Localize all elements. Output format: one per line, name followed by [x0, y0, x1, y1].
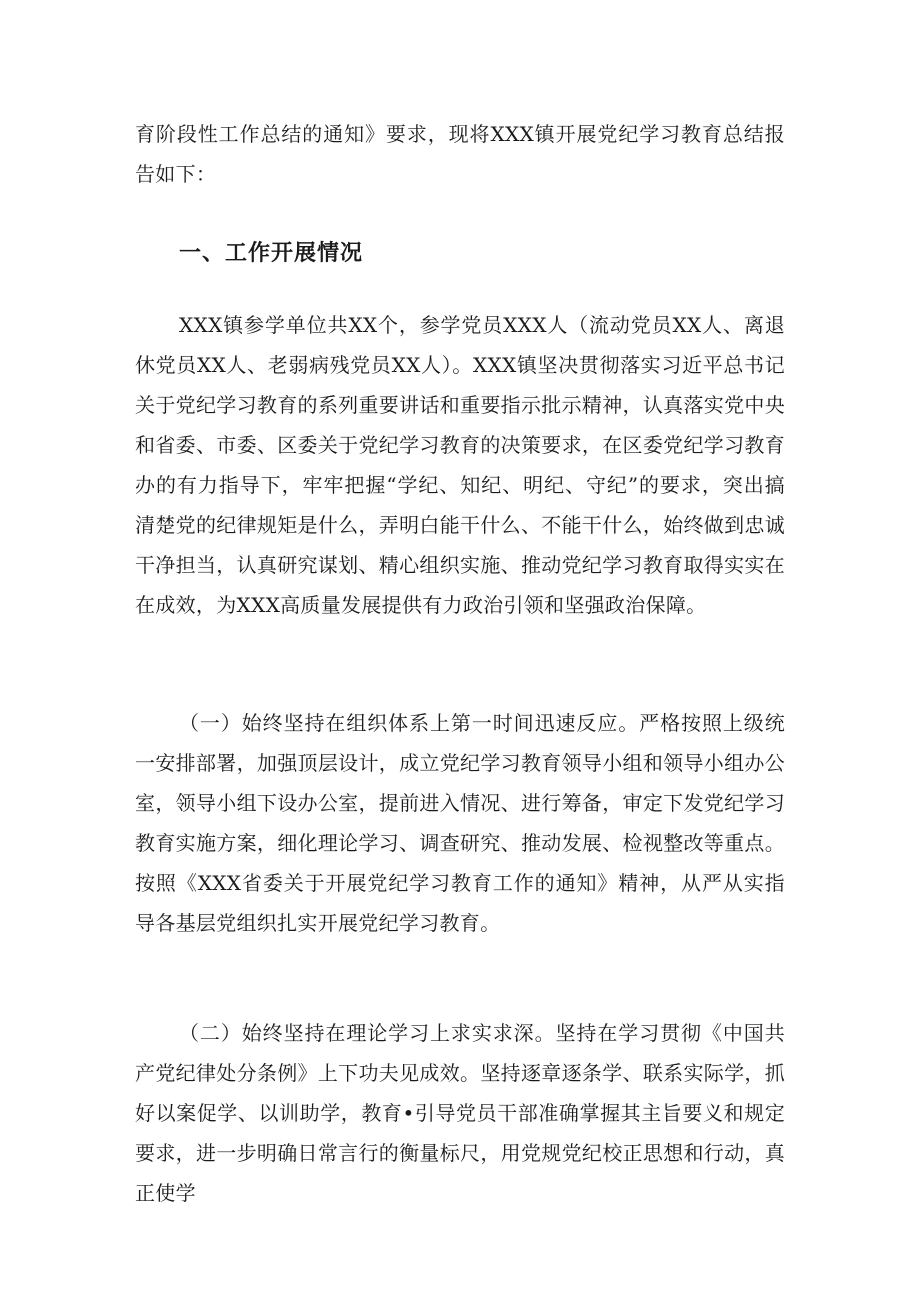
intro-paragraph: 育阶段性工作总结的通知》要求，现将XXX镇开展党纪学习教育总结报告如下：: [135, 122, 785, 186]
item-two-paragraph: （二）始终坚持在理论学习上求实求深。坚持在学习贯彻《中国共产党纪律处分条例》上下功夫见成效。坚持逐章逐条学、联系实际学，抓好以案促学、以训助学，教育•引导党员干部准确掌握其主旨要义和规定要求，进一步明确日常言行的衡量标尺，用党规党纪校正思想和行动，真正使学: [135, 1021, 785, 1205]
overview-paragraph: XXX镇参学单位共XX个，参学党员XXX人（流动党员XX人、离退休党员XX人、老弱病残党员XX人）。XXX镇坚决贯彻落实习近平总书记关于党纪学习教育的系列重要讲话和重要指示批示精神，认真落实党中央和省委、市委、区委关于党纪学习教育的决策要求，在区委党纪学习教育办的有力指导下，牢牢把握“学纪、知纪、明纪、守纪”的要求，突出搞清楚党的纪律规矩是什么，弄明白能干什么、不能干什么，始终做到忠诚干净担当，认真研究谋划、精心组织实施、推动党纪学习教育取得实实在在成效，为XXX高质量发展提供有力政治引领和坚强政治保障。: [135, 313, 785, 617]
item-one-paragraph: （一）始终坚持在组织体系上第一时间迅速反应。严格按照上级统一安排部署，加强顶层设计，成立党纪学习教育领导小组和领导小组办公室，领导小组下设办公室，提前进入情况、进行筹备，审定下发党纪学习教育实施方案，细化理论学习、调查研究、推动发展、检视整改等重点。按照《XXX省委关于开展党纪学习教育工作的通知》精神，从严从实指导各基层党组织扎实开展党纪学习教育。: [135, 711, 785, 935]
section-heading-work-status: 一、工作开展情况: [179, 241, 364, 266]
